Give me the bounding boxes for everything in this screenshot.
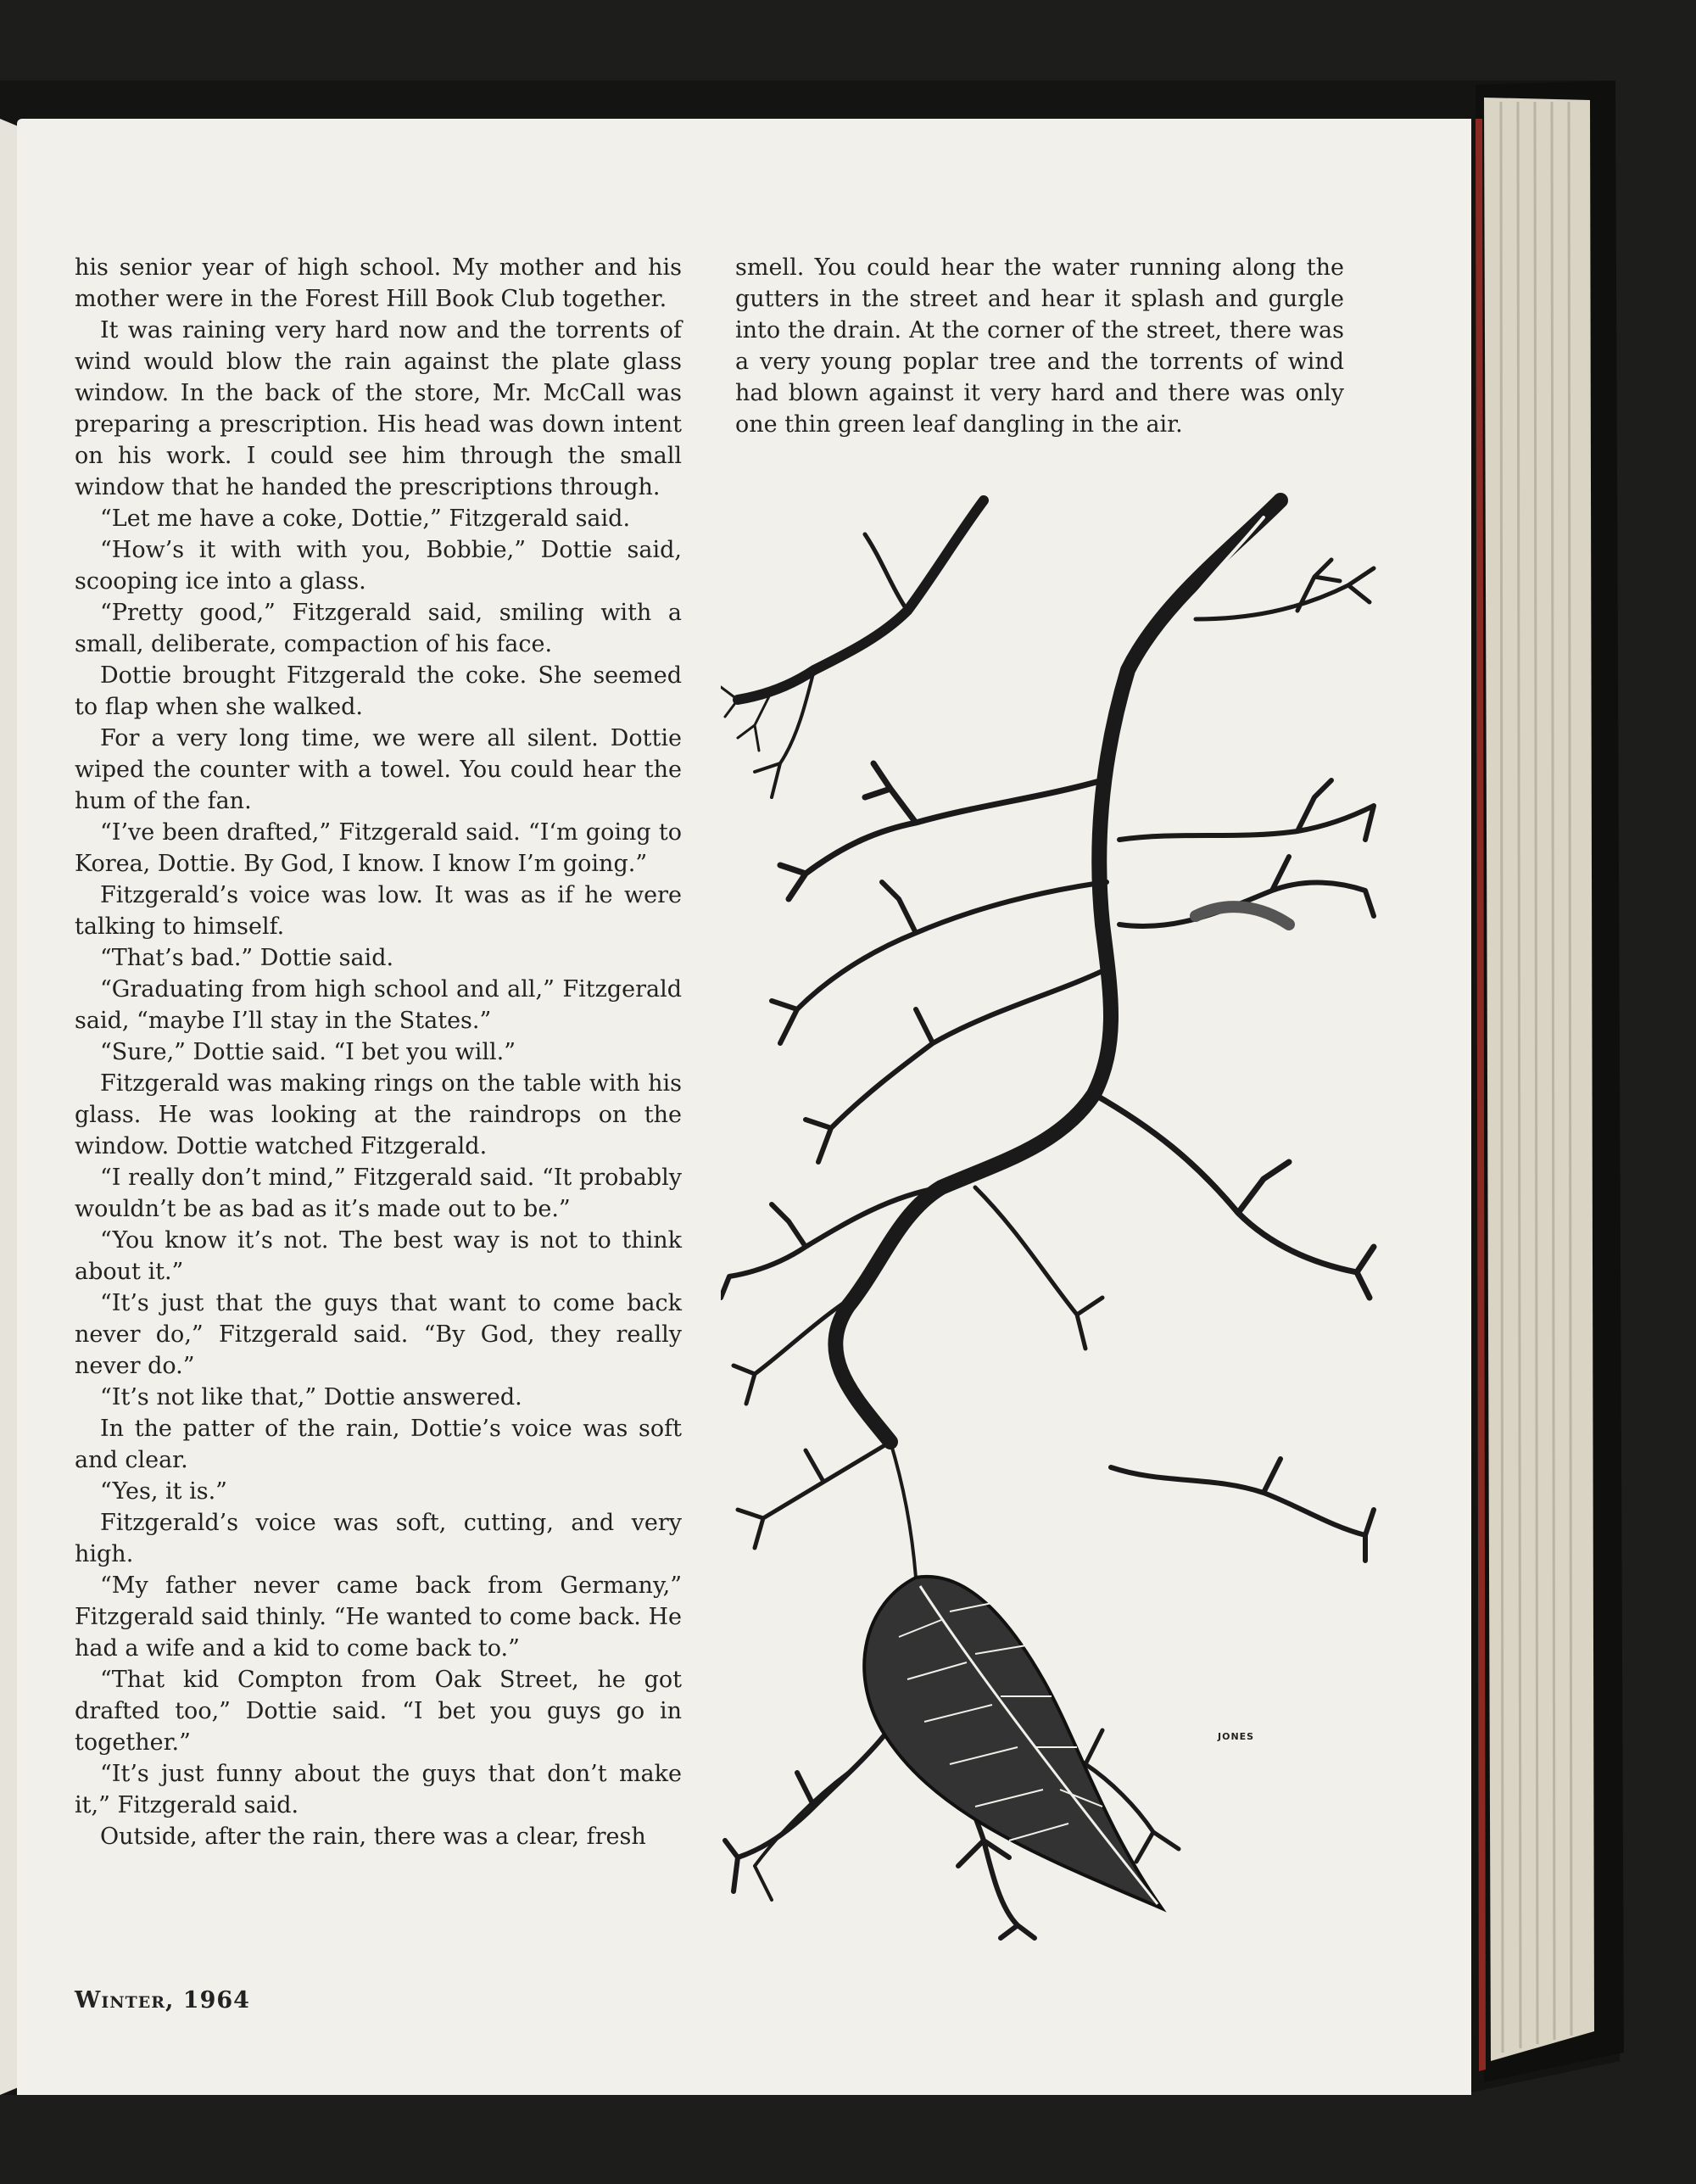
paragraph: “Let me have a coke, Dottie,” Fitzgerald said. xyxy=(100,506,631,532)
paragraph: It was raining very hard now and the torrents of wind would blow the rain against the plate glass window. In the back of the store, Mr. McCall was preparing a prescription. His head was down intent on his work. I could see him through the small window that he handed the prescriptions through. xyxy=(75,317,682,500)
paragraph: Outside, after the rain, there was a clear, fresh xyxy=(100,1824,646,1850)
paragraph: “Yes, it is.” xyxy=(100,1478,227,1505)
paragraph: In the patter of the rain, Dottie’s voice was soft and clear. xyxy=(75,1416,682,1473)
right-text-column xyxy=(735,252,1344,440)
paragraph: “I’ve been drafted,” Fitzgerald said. “I‘m going to Korea, Dottie. By God, I know. I know I’m going.” xyxy=(75,819,682,877)
branch xyxy=(772,882,1107,1043)
paragraph: Fitzgerald’s voice was low. It was as if he were talking to himself. xyxy=(75,882,682,940)
branch xyxy=(1196,560,1374,619)
trunk xyxy=(835,500,1280,1442)
branch xyxy=(755,1773,848,1900)
paragraph: “I really don’t mind,” Fitzgerald said. “It probably wouldn’t be as bad as it’s made out to be.” xyxy=(75,1165,682,1222)
paragraph: “That’s bad.” Dottie said. xyxy=(100,945,394,971)
branch xyxy=(1119,780,1374,840)
paragraph: “Graduating from high school and all,” Fitzgerald said, “maybe I’ll stay in the States.” xyxy=(75,976,682,1034)
poplar-branch-illustration xyxy=(721,483,1382,1942)
branch xyxy=(1094,1094,1374,1298)
paragraph: “It’s just funny about the guys that don’t make it,” Fitzgerald said. xyxy=(75,1761,682,1818)
leaf xyxy=(864,1577,1162,1908)
paragraph: Fitzgerald was making rings on the table with his glass. He was looking at the raindrops on the window. Dottie watched Fitzgerald. xyxy=(75,1070,682,1159)
left-text-column xyxy=(75,252,682,1852)
leaf-stem xyxy=(890,1442,916,1578)
paragraph: “That kid Compton from Oak Street, he got drafted too,” Dottie said. “I bet you guys go in together.” xyxy=(75,1667,682,1756)
paragraph: “You know it’s not. The best way is not to think about it.” xyxy=(75,1227,682,1285)
paragraph: “Sure,” Dottie said. “I bet you will.” xyxy=(100,1039,516,1065)
branch xyxy=(1111,1459,1374,1561)
branch xyxy=(721,1187,941,1298)
paragraph: Fitzgerald’s voice was soft, cutting, and very high. xyxy=(75,1510,682,1567)
paragraph: “How’s it with with you, Bobbie,” Dottie said, scooping ice into a glass. xyxy=(75,537,682,595)
paragraph: For a very long time, we were all silent. Dottie wiped the counter with a towel. You could hear the hum of the fan. xyxy=(75,725,682,814)
branch xyxy=(1119,857,1374,926)
paragraph: smell. You could hear the water running along the gutters in the street and hear it splash and gurgle into the drain. At the corner of the street, there was a very young poplar tree and the torrents of wind had blown against it very hard and there was only one thin green leaf dangling in the air. xyxy=(735,254,1344,438)
paragraph: “It’s just that the guys that want to come back never do,” Fitzgerald said. “By God, they really never do.” xyxy=(75,1290,682,1379)
illustration-signature: JONES xyxy=(1218,1731,1255,1742)
foliage-clump xyxy=(1196,907,1289,924)
branch xyxy=(738,1442,890,1548)
paragraph: his senior year of high school. My mother and his mother were in the Forest Hill Book Club together. xyxy=(75,254,682,312)
page-footer: Winter, 1964 xyxy=(75,1987,250,2014)
branch xyxy=(975,1187,1102,1349)
branch xyxy=(780,763,1102,899)
paragraph: “Pretty good,” Fitzgerald said, smiling with a small, deliberate, compaction of his face. xyxy=(75,600,682,657)
paragraph: Dottie brought Fitzgerald the coke. She seemed to flap when she walked. xyxy=(75,662,682,720)
paragraph: “It’s not like that,” Dottie answered. xyxy=(100,1384,522,1410)
branch xyxy=(738,500,984,700)
paragraph: “My father never came back from Germany,” Fitzgerald said thinly. “He wanted to come back. He had a wife and a kid to come back to.” xyxy=(75,1572,682,1662)
branch xyxy=(865,534,907,611)
